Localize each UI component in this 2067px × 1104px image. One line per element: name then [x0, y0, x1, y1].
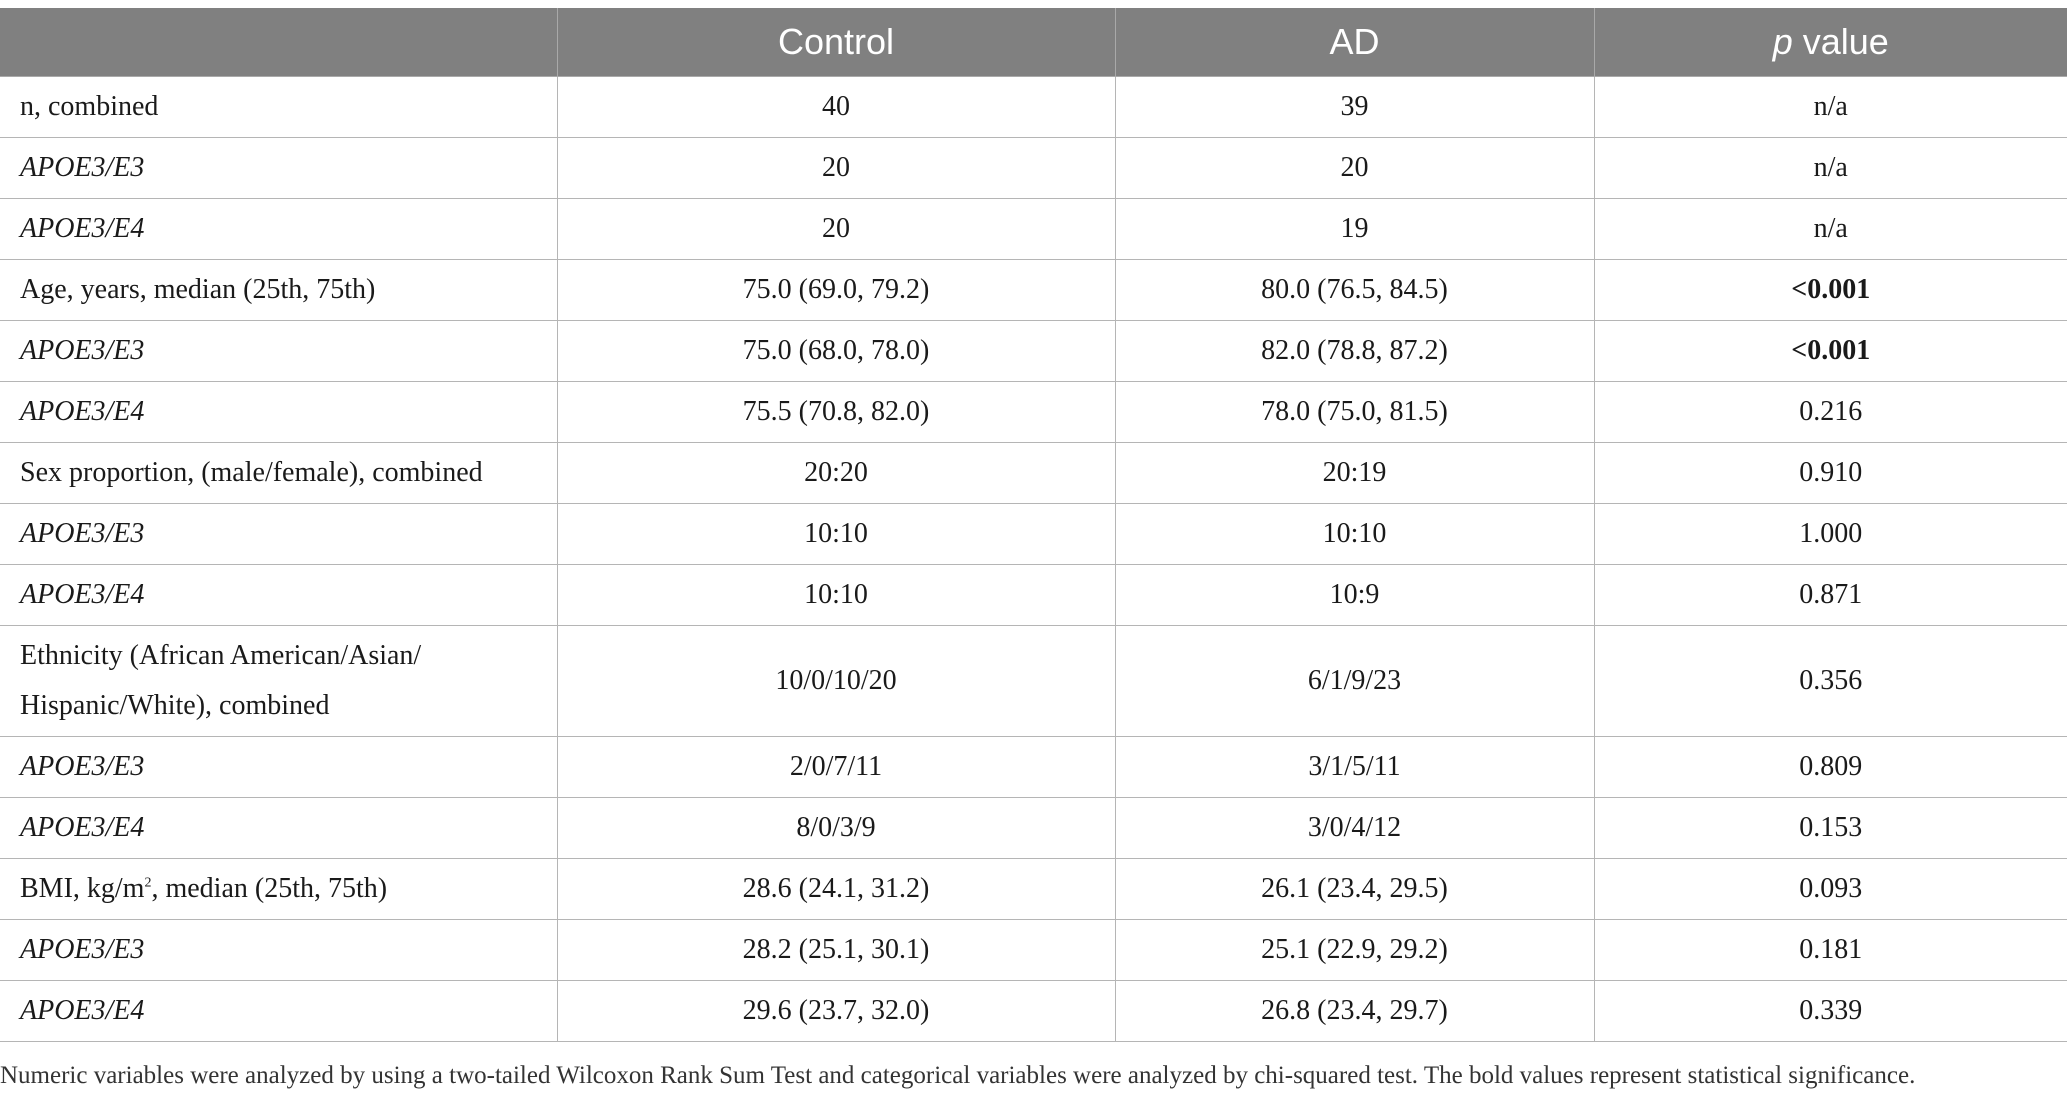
table-row: [0, 859, 2067, 920]
ad-value: 10:10: [1115, 504, 1594, 565]
control-value: 20: [557, 199, 1115, 260]
p-value: n/a: [1594, 77, 2067, 138]
row-label: APOE3/E4: [0, 565, 557, 626]
ad-value: 80.0 (76.5, 84.5): [1115, 260, 1594, 321]
p-value: 0.153: [1594, 798, 2067, 859]
control-value: 75.0 (68.0, 78.0): [557, 321, 1115, 382]
control-value: 10:10: [557, 565, 1115, 626]
p-value: 0.093: [1594, 859, 2067, 920]
row-label: APOE3/E3: [0, 737, 557, 798]
p-value: 0.809: [1594, 737, 2067, 798]
table-row: [0, 382, 2067, 443]
row-label: Age, years, median (25th, 75th): [0, 260, 557, 321]
ad-value: 6/1/9/23: [1115, 626, 1594, 737]
row-label: n, combined: [0, 77, 557, 138]
p-value: <0.001: [1594, 321, 2067, 382]
table-row: [0, 798, 2067, 859]
control-value: 75.5 (70.8, 82.0): [557, 382, 1115, 443]
table-row: [0, 199, 2067, 260]
p-value: 0.339: [1594, 981, 2067, 1042]
ad-value: 3/1/5/11: [1115, 737, 1594, 798]
table-row: [0, 77, 2067, 138]
row-label: APOE3/E4: [0, 382, 557, 443]
table-footnote: Numeric variables were analyzed by using a two-tailed Wilcoxon Rank Sum Test and categorical variables were analyzed by chi-squared test. The bold values represent statistical significance.: [0, 1062, 1916, 1089]
control-value: 2/0/7/11: [557, 737, 1115, 798]
table-header-row: [0, 8, 2067, 77]
row-label: APOE3/E4: [0, 798, 557, 859]
control-value: 10/0/10/20: [557, 626, 1115, 737]
header-empty: [0, 8, 557, 77]
header-ad: AD: [1115, 8, 1594, 77]
table-row: [0, 321, 2067, 382]
header-p-label: value: [1802, 21, 1889, 62]
p-value: n/a: [1594, 138, 2067, 199]
control-value: 20: [557, 138, 1115, 199]
p-value: <0.001: [1594, 260, 2067, 321]
control-value: 29.6 (23.7, 32.0): [557, 981, 1115, 1042]
control-value: 28.6 (24.1, 31.2): [557, 859, 1115, 920]
p-value: n/a: [1594, 199, 2067, 260]
control-value: 28.2 (25.1, 30.1): [557, 920, 1115, 981]
table-row: [0, 626, 2067, 737]
table-row: [0, 138, 2067, 199]
control-value: 75.0 (69.0, 79.2): [557, 260, 1115, 321]
p-value: 0.181: [1594, 920, 2067, 981]
p-value: 0.356: [1594, 626, 2067, 737]
ad-value: 20:19: [1115, 443, 1594, 504]
row-label: APOE3/E3: [0, 504, 557, 565]
ad-value: 26.1 (23.4, 29.5): [1115, 859, 1594, 920]
table-row: [0, 260, 2067, 321]
control-value: 20:20: [557, 443, 1115, 504]
ad-value: 25.1 (22.9, 29.2): [1115, 920, 1594, 981]
row-label: Sex proportion, (male/female), combined: [0, 443, 557, 504]
table-row: [0, 504, 2067, 565]
ad-value: 3/0/4/12: [1115, 798, 1594, 859]
row-label: Ethnicity (African American/Asian/ Hispanic/White), combined: [0, 626, 557, 737]
table-row: [0, 920, 2067, 981]
control-value: 40: [557, 77, 1115, 138]
ad-value: 82.0 (78.8, 87.2): [1115, 321, 1594, 382]
header-control: Control: [557, 8, 1115, 77]
ad-value: 20: [1115, 138, 1594, 199]
control-value: 8/0/3/9: [557, 798, 1115, 859]
demographics-table: [0, 8, 2067, 1042]
table-row: [0, 565, 2067, 626]
p-value: 0.910: [1594, 443, 2067, 504]
row-label: APOE3/E4: [0, 981, 557, 1042]
p-value: 0.871: [1594, 565, 2067, 626]
table-row: [0, 443, 2067, 504]
control-value: 10:10: [557, 504, 1115, 565]
table-row: [0, 737, 2067, 798]
p-value: 0.216: [1594, 382, 2067, 443]
ad-value: 19: [1115, 199, 1594, 260]
row-label: APOE3/E3: [0, 920, 557, 981]
table-body: [0, 77, 2067, 1042]
ad-value: 39: [1115, 77, 1594, 138]
ad-value: 10:9: [1115, 565, 1594, 626]
ad-value: 78.0 (75.0, 81.5): [1115, 382, 1594, 443]
row-label: APOE3/E3: [0, 321, 557, 382]
table-row: [0, 981, 2067, 1042]
row-label: APOE3/E3: [0, 138, 557, 199]
p-value: 1.000: [1594, 504, 2067, 565]
header-p-italic: p: [1772, 21, 1793, 62]
row-label: BMI, $kg/m^2$, median (25th, 75th): [0, 859, 557, 920]
header-p-value: [1594, 8, 2067, 77]
ad-value: 26.8 (23.4, 29.7): [1115, 981, 1594, 1042]
row-label: APOE3/E4: [0, 199, 557, 260]
